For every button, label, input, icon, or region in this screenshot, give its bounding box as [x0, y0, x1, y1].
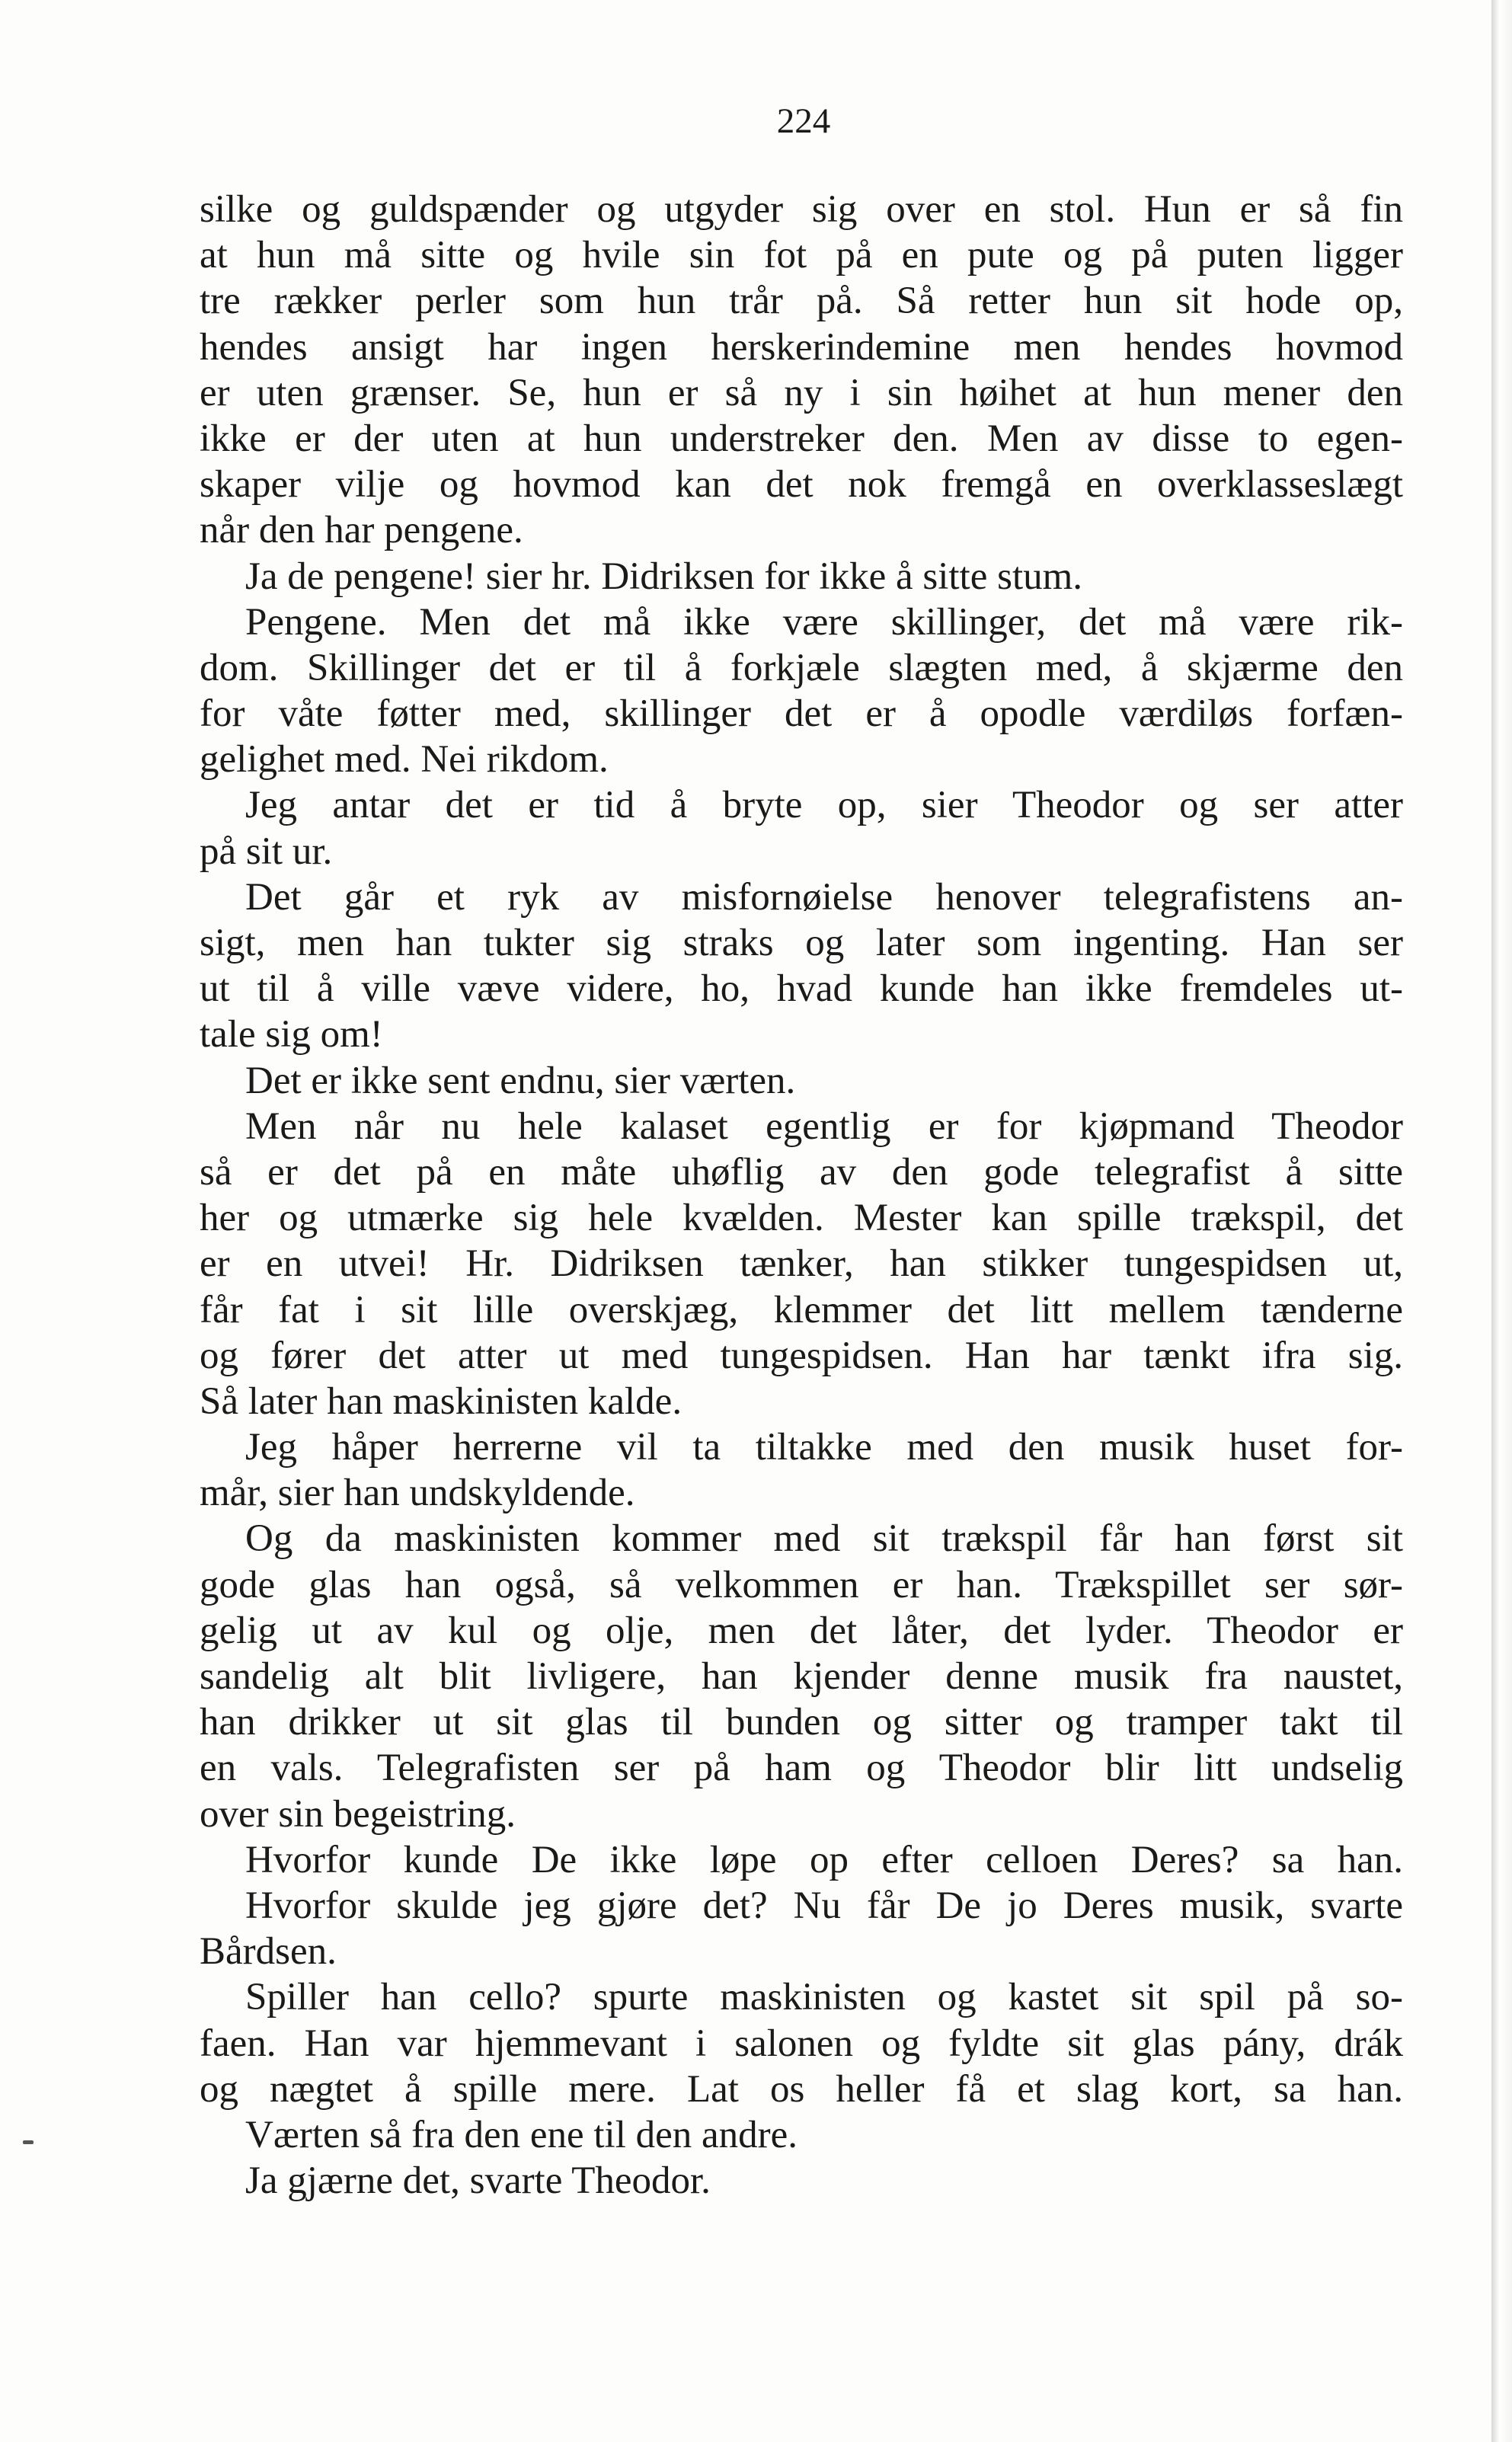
margin-mark [23, 2140, 34, 2144]
text-line: Jeg håper herrerne vil ta tiltakke med den musik huset for- [245, 1426, 1403, 1469]
text-line: faen. Han var hjemmevant i salonen og fyldte sit glas pány, drák [200, 2022, 1403, 2065]
text-line: ikke er der uten at hun understreker den. Men av disse to egen- [200, 417, 1403, 460]
text-line: Hvorfor skulde jeg gjøre det? Nu får De jo Deres musik, svarte [245, 1884, 1403, 1927]
text-line: og fører det atter ut med tungespidsen. Han har tænkt ifra sig. [200, 1334, 1403, 1377]
text-line: når den har pengene. [200, 509, 523, 552]
text-line: Ja de pengene! sier hr. Didriksen for ikke å sitte stum. [245, 555, 1083, 598]
text-line: gode glas han også, så velkommen er han. Trækspillet ser sør- [200, 1563, 1403, 1606]
text-line: her og utmærke sig hele kvælden. Mester kan spille trækspil, det [200, 1197, 1403, 1240]
text-line: er uten grænser. Se, hun er så ny i sin høihet at hun mener den [200, 371, 1403, 414]
text-line: på sit ur. [200, 829, 333, 873]
text-line: silke og guldspænder og utgyder sig over en stol. Hun er så fin [200, 188, 1403, 231]
text-line: dom. Skillinger det er til å forkjæle slægten med, å skjærme den [200, 646, 1403, 689]
text-line: ut til å ville væve videre, ho, hvad kunde han ikke fremdeles ut- [200, 967, 1403, 1011]
text-line: han drikker ut sit glas til bunden og sitter og tramper takt til [200, 1701, 1403, 1744]
text-line: Det går et ryk av misfornøielse henover telegrafistens an- [245, 875, 1403, 919]
text-line: så er det på en måte uhøflig av den gode telegrafist å sitte [200, 1150, 1403, 1194]
text-line: en vals. Telegrafisten ser på ham og Theodor blir litt undselig [200, 1747, 1403, 1790]
text-line: Så later han maskinisten kalde. [200, 1379, 682, 1423]
text-line: Bårdsen. [200, 1930, 337, 1974]
text-line: at hun må sitte og hvile sin fot på en pute og på puten ligger [200, 234, 1403, 277]
text-line: sigt, men han tukter sig straks og later som ingenting. Han ser [200, 922, 1403, 964]
text-line: Det er ikke sent endnu, sier værten. [245, 1059, 796, 1102]
body-text [200, 187, 1403, 2204]
text-line: gelig ut av kul og olje, men det låter, det lyder. Theodor er [200, 1609, 1403, 1652]
text-line: tre rækker perler som hun trår på. Så retter hun sit hode op, [200, 280, 1403, 323]
text-line: tale sig om! [200, 1013, 383, 1056]
text-line: Jeg antar det er tid å bryte op, sier Theodor og ser atter [245, 784, 1403, 827]
page-number: 224 [776, 101, 831, 141]
text-line: Hvorfor kunde De ikke løpe op efter celloen Deres? sa han. [245, 1838, 1403, 1881]
text-line: sandelig alt blit livligere, han kjender denne musik fra naustet, [200, 1655, 1403, 1698]
text-line: Spiller han cello? spurte maskinisten og kastet sit spil på so- [245, 1976, 1403, 2019]
page-edge [1491, 0, 1512, 2442]
text-line: gelighet med. Nei rikdom. [200, 738, 609, 782]
text-line: mår, sier han undskyldende. [200, 1472, 635, 1515]
text-line: Pengene. Men det må ikke være skillinger, det må være rik- [245, 600, 1403, 644]
text-line: skaper vilje og hovmod kan det nok fremgå en overklasseslægt [200, 463, 1403, 507]
text-line: Men når nu hele kalaset egentlig er for kjøpmand Theodor [245, 1104, 1403, 1148]
text-line: Værten så fra den ene til den andre. [245, 2113, 798, 2156]
text-line: er en utvei! Hr. Didriksen tænker, han stikker tungespidsen ut, [200, 1242, 1403, 1286]
text-line: over sin begeistring. [200, 1792, 516, 1836]
text-line: Ja gjærne det, svarte Theodor. [245, 2159, 711, 2203]
text-line: for våte føtter med, skillinger det er å opodle værdiløs forfæn- [200, 692, 1403, 736]
text-line: hendes ansigt har ingen herskerindemine men hendes hovmod [200, 325, 1403, 369]
text-line: Og da maskinisten kommer med sit trækspil får han først sit [245, 1517, 1403, 1561]
text-line: får fat i sit lille overskjæg, klemmer det litt mellem tænderne [200, 1288, 1403, 1331]
text-line: og nægtet å spille mere. Lat os heller få et slag kort, sa han. [200, 2067, 1403, 2111]
